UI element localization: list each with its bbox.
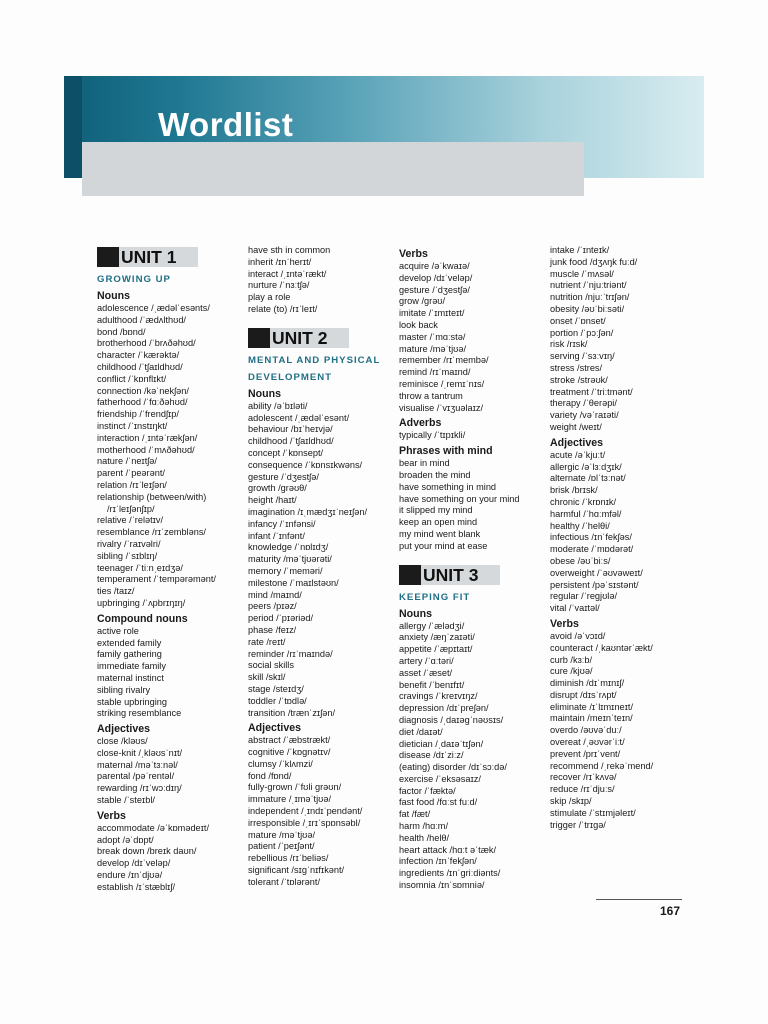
word-entry: family gathering [97, 649, 162, 660]
word-entry: rewarding /rɪˈwɔːdɪŋ/ [97, 783, 182, 794]
word-entry: bear in mind [399, 458, 450, 469]
word-entry: memory /ˈmeməri/ [248, 565, 323, 576]
word-entry: persistent /pəˈsɪstənt/ [550, 579, 639, 590]
word-entry: appetite /ˈæpɪtaɪt/ [399, 644, 473, 655]
word-entry: overeat /ˌəʊvərˈiːt/ [550, 737, 625, 748]
word-entry: knowledge /ˈnɒlɪdʒ/ [248, 542, 329, 553]
word-entry: exercise /ˈeksəsaɪz/ [399, 773, 481, 784]
word-entry: heart attack /hɑːt əˈtæk/ [399, 844, 497, 855]
word-entry: patient /ˈpeɪʃənt/ [248, 841, 315, 852]
word-entry: artery /ˈɑːtəri/ [399, 655, 454, 666]
unit-heading [399, 565, 545, 585]
word-entry: weight /weɪt/ [550, 421, 602, 432]
word-entry: fond /fɒnd/ [248, 770, 292, 781]
word-entry: accommodate /əˈkɒmədeɪt/ [97, 822, 210, 833]
word-entry: adolescence /ˌædəlˈesənts/ [97, 303, 210, 313]
word-entry: conflict /ˈkɒnflɪkt/ [97, 373, 167, 384]
word-entry: dietician /ˌdaɪəˈtɪʃən/ [399, 738, 484, 749]
unit-title: UNIT 2 [270, 328, 349, 348]
word-entry: curb /kɜːb/ [550, 654, 592, 665]
word-entry: nutrition /njuːˈtrɪʃən/ [550, 292, 630, 303]
word-entry: develop /dɪˈveləp/ [399, 272, 473, 283]
section-heading: Adjectives [248, 722, 301, 735]
word-entry: period /ˈpɪəriəd/ [248, 613, 314, 624]
word-entry: mature /məˈtjʊə/ [248, 829, 315, 840]
word-entry: reminder /rɪˈmaɪndə/ [248, 648, 333, 659]
word-entry: benefit /ˈbenɪfɪt/ [399, 679, 465, 690]
word-entry: maturity /məˈtjʊərəti/ [248, 554, 332, 565]
word-entry: play a role [248, 292, 291, 303]
page-title: Wordlist [158, 106, 294, 143]
word-entry: establish /ɪˈstæblɪʃ/ [97, 881, 176, 892]
word-entry: look back [399, 319, 438, 330]
word-entry: brisk /brɪsk/ [550, 485, 598, 496]
word-entry: cure /kjʊə/ [550, 666, 593, 677]
word-entry: obese /əʊˈbiːs/ [550, 555, 611, 566]
word-entry: cravings /ˈkreɪvɪŋz/ [399, 691, 478, 702]
word-entry: relate (to) /rɪˈleɪt/ [248, 303, 318, 314]
word-entry: intake /ˈɪnteɪk/ [550, 245, 610, 255]
word-entry: concept /ˈkɒnsept/ [248, 447, 324, 458]
word-entry: teenager /ˈtiːnˌeɪdʒə/ [97, 562, 183, 573]
word-entry: transition /trænˈzɪʃən/ [248, 707, 336, 718]
word-entry: parent /ˈpeərənt/ [97, 468, 165, 479]
word-entry: instinct /ˈɪnstɪŋkt/ [97, 420, 168, 431]
word-entry: motherhood /ˈmʌðəhʊd/ [97, 444, 195, 455]
word-entry: consequence /ˈkɒnsɪkwəns/ [248, 459, 363, 470]
word-entry: stress /stres/ [550, 362, 603, 373]
word-entry: reduce /rɪˈdjuːs/ [550, 784, 615, 795]
word-entry: rate /reɪt/ [248, 636, 286, 647]
word-entry: (eating) disorder /dɪˈsɔːdə/ [399, 762, 507, 773]
word-entry: stimulate /ˈstɪmjəleɪt/ [550, 807, 636, 818]
section-heading: Adverbs [399, 417, 442, 430]
word-entry: allergic /əˈlɜːdʒɪk/ [550, 461, 622, 472]
word-entry: active role [97, 625, 139, 636]
section-heading: Verbs [550, 617, 579, 630]
word-entry: break down /breɪk daʊn/ [97, 846, 197, 857]
word-entry: health /helθ/ [399, 832, 450, 843]
word-entry: peers /pɪəz/ [248, 601, 297, 612]
word-entry: ability /əˈbɪləti/ [248, 400, 308, 411]
word-entry: fatherhood /ˈfɑːðəhʊd/ [97, 397, 188, 408]
word-entry: remind /rɪˈmaɪnd/ [399, 367, 471, 378]
word-entry: allergy /ˈælədʒi/ [399, 620, 465, 631]
word-entry: disrupt /dɪsˈrʌpt/ [550, 689, 617, 700]
word-entry: risk /rɪsk/ [550, 339, 588, 350]
word-entry: maintain /meɪnˈteɪn/ [550, 713, 633, 724]
word-entry: serving /ˈsɜːvɪŋ/ [550, 351, 615, 362]
section-heading: Verbs [97, 809, 126, 822]
word-entry: skill /skɪl/ [248, 672, 286, 683]
unit-title: UNIT 1 [119, 247, 198, 267]
page-number-rule [596, 899, 682, 900]
word-entry: childhood /ˈtʃaɪldhʊd/ [248, 436, 334, 447]
word-entry: infant /ˈɪnfənt/ [248, 530, 305, 541]
section-heading: Nouns [399, 607, 432, 620]
spacer [399, 553, 545, 563]
word-entry: overweight /ˈəʊvəweɪt/ [550, 567, 643, 578]
word-entry: cognitive /ˈkɒgnətɪv/ [248, 747, 331, 758]
unit-subtitle: MENTAL AND PHYSICAL [248, 354, 381, 366]
word-entry: growth /grəʊθ/ [248, 483, 307, 494]
word-entry: muscle /ˈmʌsəl/ [550, 268, 614, 279]
word-entry: throw a tantrum [399, 390, 463, 401]
word-entry: gesture /ˈdʒestʃə/ [248, 471, 319, 482]
word-entry: striking resemblance [97, 708, 182, 719]
word-entry: gesture /ˈdʒestʃə/ [399, 284, 470, 295]
word-entry: character /ˈkærəktə/ [97, 350, 180, 361]
word-entry: chronic /ˈkrɒnɪk/ [550, 496, 617, 507]
word-entry: mind /maɪnd/ [248, 589, 302, 600]
word-entry: relation /rɪˈleɪʃən/ [97, 479, 167, 490]
word-entry: have sth in common [248, 245, 331, 255]
unit-title: UNIT 3 [421, 565, 500, 585]
word-entry: treatment /ˈtriːtmənt/ [550, 386, 633, 397]
word-entry: adopt /əˈdɒpt/ [97, 834, 154, 845]
word-entry: develop /dɪˈveləp/ [97, 858, 171, 869]
unit-marker-block [248, 328, 270, 348]
word-entry: avoid /əˈvɔɪd/ [550, 630, 606, 641]
word-entry: relationship (between/with) [97, 491, 207, 502]
word-entry: regular /ˈregjʊlə/ [550, 591, 618, 602]
word-entry: diagnosis /ˌdaɪəgˈnəʊsɪs/ [399, 714, 504, 725]
word-entry: nature /ˈneɪtʃə/ [97, 456, 157, 467]
word-entry: recommend /ˌrekəˈmend/ [550, 760, 654, 771]
word-entry: fat /fæt/ [399, 809, 431, 820]
word-entry: asset /ˈæset/ [399, 667, 453, 678]
word-entry: prevent /prɪˈvent/ [550, 748, 621, 759]
unit-heading [248, 328, 394, 348]
word-entry: have something in mind [399, 481, 497, 492]
word-entry: adolescent /ˌædəlˈesənt/ [248, 412, 350, 423]
section-heading: Nouns [248, 387, 281, 400]
word-entry: portion /ˈpɔːʃən/ [550, 327, 614, 338]
word-entry: maternal /məˈtɜːnəl/ [97, 759, 178, 770]
word-entry: irresponsible /ˌɪrɪˈspɒnsəbl/ [248, 817, 361, 828]
word-entry: infancy /ˈɪnfənsi/ [248, 518, 316, 529]
word-entry: immediate family [97, 661, 166, 672]
word-entry: significant /sɪgˈnɪfɪkənt/ [248, 865, 345, 876]
word-entry: eliminate /ɪˈlɪmɪneɪt/ [550, 701, 634, 712]
word-entry: diet /daɪət/ [399, 726, 443, 737]
section-heading: Phrases with mind [399, 445, 493, 458]
word-entry: connection /kəˈnekʃən/ [97, 385, 189, 396]
word-entry: stage /steɪdʒ/ [248, 683, 304, 694]
word-entry: disease /dɪˈziːz/ [399, 750, 464, 761]
word-entry: harm /hɑːm/ [399, 821, 449, 832]
page-number: 167 [660, 904, 681, 918]
section-heading: Verbs [399, 248, 428, 260]
word-entry: keep an open mind [399, 517, 478, 528]
word-entry: inherit /ɪnˈherɪt/ [248, 256, 312, 267]
word-entry: relative /ˈrelətɪv/ [97, 515, 164, 526]
word-entry: diminish /dɪˈmɪnɪʃ/ [550, 678, 625, 689]
word-entry: behaviour /bɪˈheɪvjə/ [248, 424, 333, 435]
word-entry: temperament /ˈtempərəmənt/ [97, 574, 216, 585]
word-entry: recover /rɪˈkʌvə/ [550, 772, 617, 783]
title-tab [82, 142, 584, 196]
word-entry: insomnia /ɪnˈsɒmniə/ [399, 880, 485, 891]
word-entry: nutrient /ˈnjuːtriənt/ [550, 280, 627, 291]
word-entry: sibling /ˈsɪblɪŋ/ [97, 550, 158, 561]
section-heading: Adjectives [97, 723, 150, 736]
word-entry: nurture /ˈnɜːtʃə/ [248, 280, 310, 291]
word-entry: visualise /ˈvɪʒuəlaɪz/ [399, 402, 484, 413]
word-entry: extended family [97, 637, 162, 648]
word-entry: interaction /ˌɪntəˈrækʃən/ [97, 432, 198, 443]
section-heading: Compound nouns [97, 612, 188, 625]
word-entry: healthy /ˈhelθi/ [550, 520, 610, 531]
wordlist-column-2 [248, 245, 394, 889]
word-entry: upbringing /ˈʌpbrɪŋɪŋ/ [97, 597, 186, 608]
word-entry: resemblance /rɪˈzembləns/ [97, 527, 206, 538]
word-entry: depression /dɪˈpreʃən/ [399, 703, 489, 714]
header-banner-edge [64, 76, 82, 178]
word-entry: infection /ɪnˈfekʃən/ [399, 856, 477, 867]
word-entry: milestone /ˈmaɪlstəʊn/ [248, 577, 339, 588]
word-entry: acquire /əˈkwaɪə/ [399, 261, 470, 271]
unit-marker-block [399, 565, 421, 585]
word-entry: parental /pəˈrentəl/ [97, 771, 175, 782]
word-entry: phase /feɪz/ [248, 624, 297, 635]
word-entry: rivalry /ˈraɪvəlri/ [97, 538, 161, 549]
word-entry: friendship /ˈfrendʃɪp/ [97, 409, 179, 420]
word-entry: moderate /ˈmɒdərət/ [550, 544, 634, 555]
word-entry: fully-grown /ˈfʊli grəʊn/ [248, 782, 342, 793]
word-entry: stable /ˈsteɪbl/ [97, 795, 155, 806]
section-heading: Adjectives [550, 436, 603, 449]
section-heading: Nouns [97, 290, 130, 302]
unit-subtitle: GROWING UP [97, 274, 171, 285]
word-entry: reminisce /ˌremɪˈnɪs/ [399, 378, 485, 389]
word-entry: obesity /əʊˈbiːsəti/ [550, 303, 625, 314]
word-entry: trigger /ˈtrɪgə/ [550, 819, 606, 830]
word-entry: infectious /ɪnˈfekʃəs/ [550, 532, 632, 543]
word-entry: remember /rɪˈmembə/ [399, 355, 489, 366]
word-entry: endure /ɪnˈdjʊə/ [97, 870, 163, 881]
word-entry: broaden the mind [399, 469, 471, 480]
wordlist-column-4 [550, 245, 710, 831]
word-entry: alternate /ɒlˈtɜːnət/ [550, 473, 626, 484]
word-entry: clumsy /ˈklʌmzi/ [248, 758, 313, 769]
word-entry: junk food /dʒʌŋk fuːd/ [550, 256, 638, 267]
word-entry: sibling rivalry [97, 684, 151, 695]
word-entry: close-knit /ˌkləʊsˈnɪt/ [97, 747, 183, 758]
word-entry: height /haɪt/ [248, 495, 297, 506]
word-entry: master /ˈmɑːstə/ [399, 331, 466, 342]
word-entry: typically /ˈtɪpɪkli/ [399, 430, 466, 441]
word-entry: grow /grəʊ/ [399, 296, 446, 307]
word-entry: put your mind at ease [399, 540, 488, 551]
wordlist-column-3 [399, 245, 545, 892]
word-entry: close /kləʊs/ [97, 736, 148, 747]
word-entry: brotherhood /ˈbrʌðəhʊd/ [97, 338, 196, 349]
word-entry: skip /skɪp/ [550, 796, 592, 807]
word-entry: maternal instinct [97, 672, 164, 683]
word-entry: anxiety /æŋˈzaɪəti/ [399, 632, 475, 643]
word-entry: have something on your mind [399, 493, 520, 504]
word-entry: social skills [248, 660, 294, 671]
word-entry: childhood /ˈtʃaɪldhʊd/ [97, 361, 183, 372]
unit-heading [97, 247, 242, 267]
word-entry: ingredients /ɪnˈgriːdiənts/ [399, 868, 501, 879]
word-entry: fast food /fɑːst fuːd/ [399, 797, 478, 808]
word-entry: it slipped my mind [399, 505, 473, 516]
word-entry: variety /vəˈraɪəti/ [550, 410, 619, 421]
word-entry: harmful /ˈhɑːmfəl/ [550, 508, 622, 519]
word-entry: toddler /ˈtɒdlə/ [248, 695, 307, 706]
word-entry: my mind went blank [399, 528, 481, 539]
word-entry: bond /bɒnd/ [97, 326, 146, 337]
word-entry: imitate /ˈɪmɪteɪt/ [399, 308, 465, 319]
word-entry-continuation: /rɪˈleɪʃənʃɪp/ [107, 503, 155, 514]
unit-marker-block [97, 247, 119, 267]
word-entry: factor /ˈfæktə/ [399, 785, 456, 796]
word-entry: abstract /ˈæbstrækt/ [248, 735, 331, 746]
word-entry: acute /əˈkjuːt/ [550, 449, 606, 460]
word-entry: therapy /ˈθerəpi/ [550, 398, 617, 409]
word-entry: mature /məˈtjʊə/ [399, 343, 466, 354]
word-entry: adulthood /ˈædʌlthʊd/ [97, 314, 186, 325]
word-entry: rebellious /rɪˈbeliəs/ [248, 853, 329, 864]
wordlist-column-1 [97, 245, 242, 894]
word-entry: ties /taɪz/ [97, 586, 135, 597]
word-entry: independent /ˌɪndɪˈpendənt/ [248, 806, 363, 817]
word-entry: tolerant /ˈtɒlərənt/ [248, 876, 321, 887]
word-entry: vital /ˈvaɪtəl/ [550, 603, 600, 614]
word-entry: immature /ˌɪməˈtjʊə/ [248, 794, 332, 805]
word-entry: stable upbringing [97, 696, 167, 707]
word-entry: counteract /ˌkaʊntərˈækt/ [550, 642, 653, 653]
spacer [248, 316, 394, 326]
word-entry: stroke /strəʊk/ [550, 374, 608, 385]
word-entry: overdo /əʊvəˈduː/ [550, 725, 622, 736]
word-entry: interact /ˌɪntəˈrækt/ [248, 268, 327, 279]
unit-subtitle: KEEPING FIT [399, 591, 471, 603]
word-entry: imagination /ɪˌmædʒɪˈneɪʃən/ [248, 506, 367, 517]
word-entry: onset /ˈɒnset/ [550, 315, 606, 326]
unit-subtitle: DEVELOPMENT [248, 371, 333, 383]
